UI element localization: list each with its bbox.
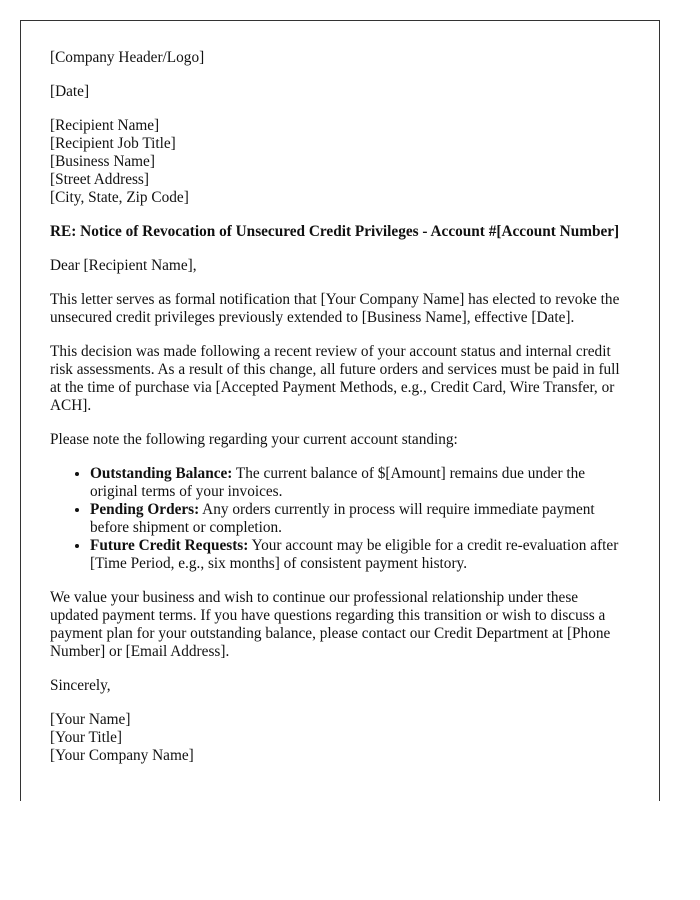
list-item-future-credit-requests — [90, 537, 630, 573]
recipient-street-address: [Street Address] — [50, 171, 149, 188]
list-item-text: Your account may be eligible for a credit re-evaluation after [Time Period, e.g., six months] of consistent payment history. — [90, 537, 619, 572]
subject-line: RE: Notice of Revocation of Unsecured Credit Privileges - Account #[Account Number] — [50, 223, 620, 240]
closing-paragraph: We value your business and wish to continue our professional relationship under these updated payment terms. If you have questions regarding this transition or wish to discuss a payment plan for your outstanding balance, please contact our Credit Department at [Phone Number] or [Email Address]. — [50, 589, 611, 660]
list-item-label: Future Credit Requests: — [90, 537, 249, 554]
list-item-text: Any orders currently in process will require immediate payment before shipment or completion. — [90, 501, 595, 536]
body-paragraph-decision: This decision was made following a recent review of your account status and internal credit risk assessments. As a result of this change, all future orders and services must be paid in full at the time of purchase via [Accepted Payment Methods, e.g., Credit Card, Wire Transfer, or ACH]. — [50, 343, 620, 414]
letter-content — [50, 49, 630, 781]
recipient-business-name: [Business Name] — [50, 153, 155, 170]
company-header: [Company Header/Logo] — [50, 49, 205, 66]
list-item-pending-orders — [90, 501, 630, 537]
body-paragraph-note-intro: Please note the following regarding your current account standing: — [50, 431, 458, 448]
letter-page — [20, 20, 660, 801]
account-standing-list — [50, 465, 630, 573]
signer-title: [Your Title] — [50, 729, 122, 746]
recipient-city-state-zip: [City, State, Zip Code] — [50, 189, 189, 206]
signature-block — [50, 711, 630, 765]
recipient-address-block — [50, 117, 630, 207]
list-item-text: The current balance of $[Amount] remains due under the original terms of your invoices. — [90, 465, 586, 500]
list-item-label: Outstanding Balance: — [90, 465, 233, 482]
signer-company-name: [Your Company Name] — [50, 747, 194, 764]
list-item-outstanding-balance — [90, 465, 630, 501]
list-item-label: Pending Orders: — [90, 501, 200, 518]
recipient-job-title: [Recipient Job Title] — [50, 135, 176, 152]
recipient-name: [Recipient Name] — [50, 117, 160, 134]
letter-date: [Date] — [50, 83, 90, 100]
signer-name: [Your Name] — [50, 711, 131, 728]
sign-off: Sincerely, — [50, 677, 111, 694]
salutation: Dear [Recipient Name], — [50, 257, 197, 274]
body-paragraph-notification: This letter serves as formal notification that [Your Company Name] has elected to revoke the unsecured credit privileges previously extended to [Business Name], effective [Date]. — [50, 291, 620, 326]
